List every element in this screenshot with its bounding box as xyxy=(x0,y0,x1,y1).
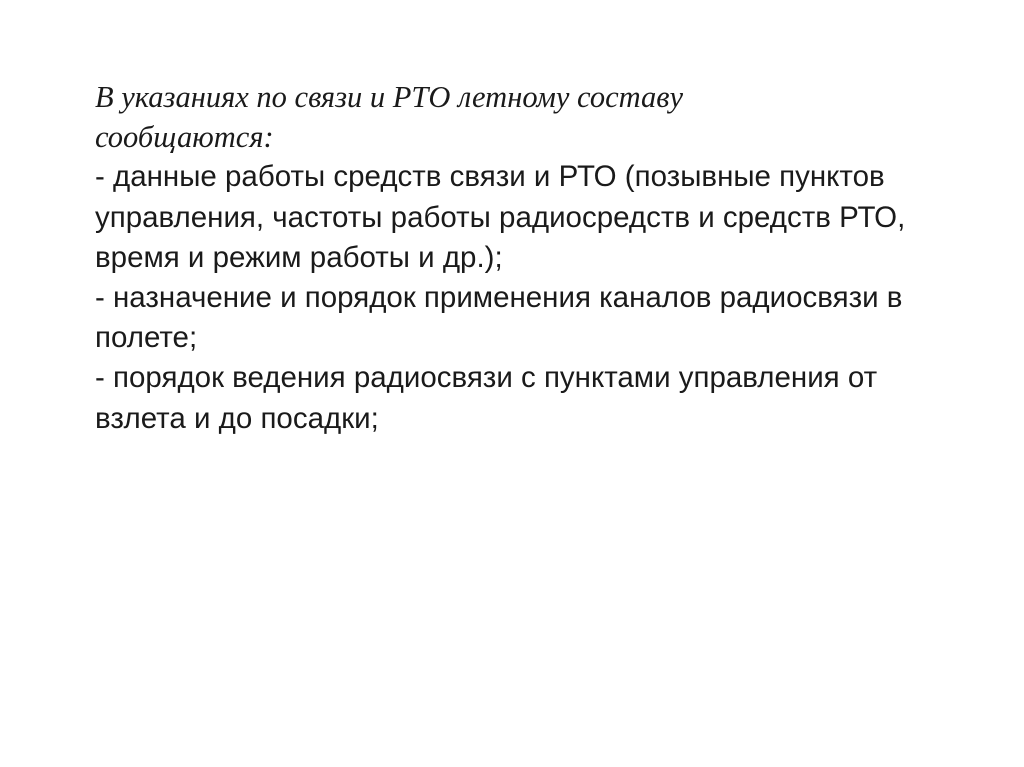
bullet-3-line-1: - порядок ведения радиосвязи с пунктами управления от xyxy=(95,361,878,395)
bullet-1-line-3: время и режим работы и др.); xyxy=(95,240,503,274)
bullet-1-line-1: - данные работы средств связи и РТО (позывные пунктов xyxy=(95,160,885,194)
bullet-2-line-1: - назначение и порядок применения каналов радиосвязи в xyxy=(95,281,903,315)
bullet-item-2 xyxy=(95,278,965,358)
bullet-2-line-2: полете; xyxy=(95,321,198,355)
bullet-3-line-2: взлета и до посадки; xyxy=(95,401,379,435)
intro-text xyxy=(95,77,965,157)
bullet-item-3 xyxy=(95,358,965,438)
slide-body xyxy=(95,77,965,439)
bullet-1-line-2: управления, частоты работы радиосредств и средств РТО, xyxy=(95,200,906,234)
intro-line-2: сообщаются: xyxy=(95,120,274,155)
bullet-item-1 xyxy=(95,157,965,278)
intro-line-1: В указаниях по связи и РТО летному составу xyxy=(95,80,684,114)
